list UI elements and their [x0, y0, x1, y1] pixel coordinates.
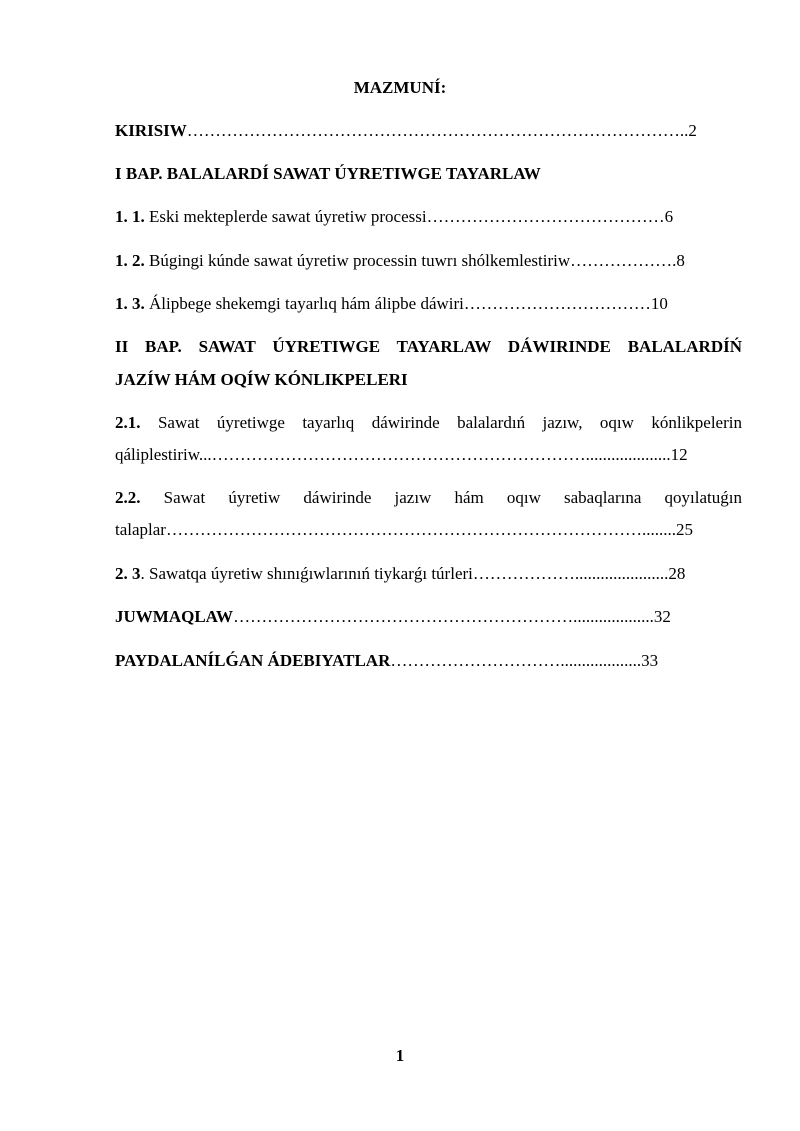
toc-entry-text: PAYDALANÍLǴAN ÁDEBIYATLAR	[115, 651, 391, 670]
toc-leader-dots: ……………………………	[463, 294, 651, 313]
toc-entry-text: . Sawatqa úyretiw shınıǵıwlarınıń tiykarǵı túrleri	[140, 564, 473, 583]
toc-chapter-heading: II BAP. SAWAT ÚYRETIWGE TAYARLAW DÁWIRINDE BALALARDÍŃ	[115, 337, 742, 356]
toc-leader-dots: ……………….	[570, 251, 677, 270]
toc-entry	[115, 487, 742, 509]
toc-entry-text: talaplar	[115, 520, 166, 539]
toc-entry-cont	[115, 444, 742, 466]
toc-entry-number: 1. 2.	[115, 251, 145, 270]
toc-entry	[115, 412, 742, 434]
toc-page-number: 28	[668, 564, 686, 583]
toc-entry-number: 2. 3	[115, 564, 141, 583]
toc-page-number: 33	[641, 651, 659, 670]
toc-entry-text: qáliplestiriw	[115, 445, 199, 464]
toc-entry-number: 1. 1.	[115, 207, 145, 226]
toc-page-number: 32	[653, 607, 671, 626]
page-title: MAZMUNÍ:	[353, 78, 447, 97]
toc-entry	[115, 606, 742, 628]
page-number: 1	[395, 1046, 405, 1065]
toc-entry-text: KIRISIW	[115, 121, 187, 140]
toc-leader-dots: ……………………………………………………...................	[233, 607, 654, 626]
toc-entry-number: 1. 3.	[115, 294, 145, 313]
toc-leader-dots: …………………………………………………………………………........	[165, 520, 676, 539]
toc-page-number: 10	[650, 294, 668, 313]
toc-entry-text: Sawat úyretiwge tayarlıq dáwirinde balalardıń jazıw, oqıw kónlikpelerin	[157, 413, 742, 432]
toc-entry-text: Eski mekteplerde sawat úyretiw processi	[144, 207, 427, 226]
toc-entry-text: Álipbege shekemgi tayarlıq hám álipbe dáwiri	[144, 294, 464, 313]
toc-entry	[115, 563, 742, 585]
toc-leader-dots: ……………………………………	[426, 207, 665, 226]
toc-leader-dots: …………………………...................	[390, 651, 642, 670]
toc-leader-dots: ………………......................	[472, 564, 669, 583]
toc-entry	[115, 293, 742, 315]
toc-entry-number: 2.2.	[115, 488, 141, 507]
toc-entry	[115, 206, 742, 228]
toc-page-number: 2	[688, 121, 697, 140]
toc-entry-cont	[115, 519, 742, 541]
toc-entry-text: Búgingi kúnde sawat úyretiw processin tuwrı shólkemlestiriw	[144, 251, 571, 270]
toc-entry-text: Sawat úyretiw dáwirinde jazıw hám oqıw sabaqlarına qoyılatuǵın	[163, 488, 742, 507]
toc-page-number: 8	[676, 251, 685, 270]
toc-leader-dots: ...…………………………………………………………....................	[198, 445, 671, 464]
toc-page-number: 25	[675, 520, 693, 539]
toc-page-number: 6	[664, 207, 674, 226]
toc-entry-text: JUWMAQLAW	[115, 607, 234, 626]
toc-chapter-heading-cont: JAZÍW HÁM OQÍW KÓNLIKPELERI	[115, 370, 408, 389]
toc-entry-number: 2.1.	[115, 413, 141, 432]
toc-entry	[115, 120, 742, 142]
toc-entry	[115, 250, 742, 272]
toc-chapter-heading: I BAP. BALALARDÍ SAWAT ÚYRETIWGE TAYARLAW	[115, 164, 541, 183]
toc-page-number: 12	[670, 445, 688, 464]
toc-entry	[115, 650, 742, 672]
toc-leader-dots: ……………………………………………………………………………..	[186, 121, 689, 140]
